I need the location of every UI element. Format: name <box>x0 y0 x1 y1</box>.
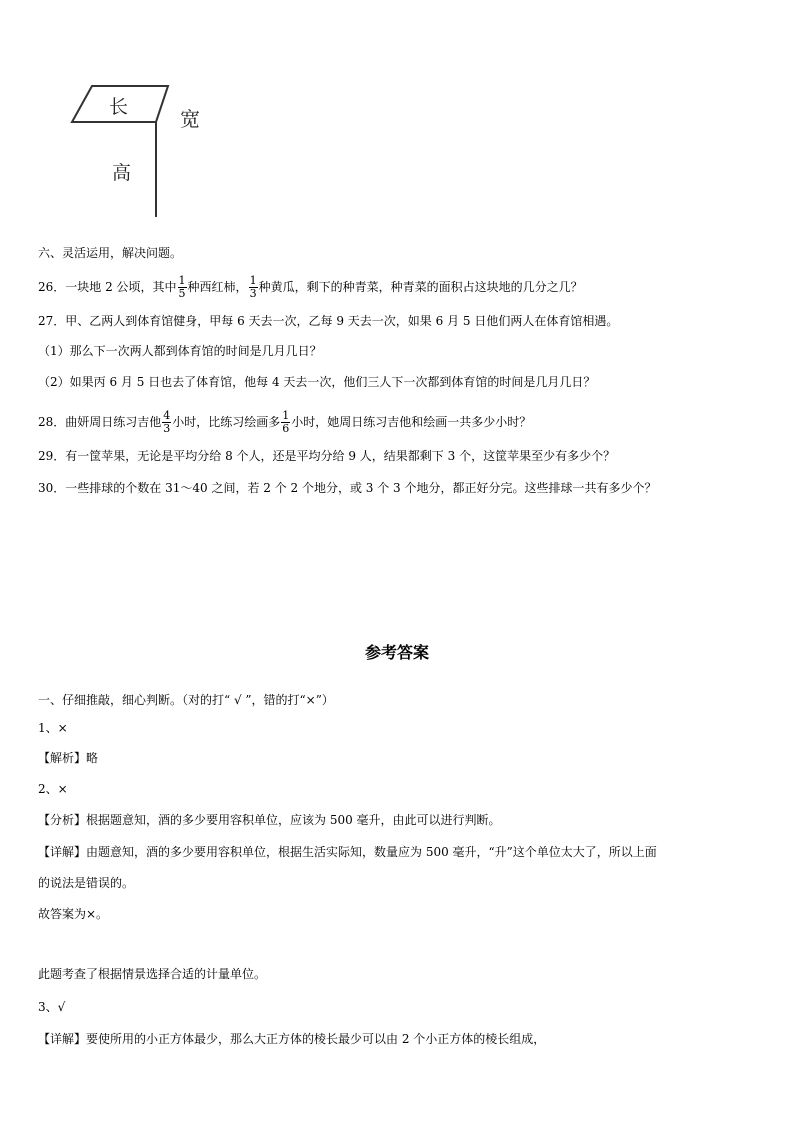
answer-2-analysis: 【分析】根据题意知，酒的多少要用容积单位，应该为 500 毫升，由此可以进行判断。 <box>38 813 501 827</box>
answer-3: 3、√ <box>38 1000 66 1014</box>
answer-1-analysis: 【解析】略 <box>38 751 99 765</box>
answers-title: 参考答案 <box>364 643 429 662</box>
question-30: 30．一些排球的个数在 31～40 之间，若 2 个 2 个地分，或 3 个 3 个地分，都正好分完。这些排球一共有多少个？ <box>38 481 657 495</box>
question-27-part-2: （2）如果丙 6 月 5 日也去了体育馆，他每 4 天去一次，他们三人下一次都到体育馆的时间是几月几日？ <box>38 375 596 389</box>
section-heading: 六、灵活运用，解决问题。 <box>38 246 183 260</box>
fraction: $\frac{1}{6}$ <box>282 409 290 435</box>
q28-text-mid: 小时，比练习绘画多 <box>172 415 281 429</box>
cuboid-figure <box>0 0 794 230</box>
question-27: 27．甲、乙两人到体育馆健身，甲每 6 天去一次，乙每 9 天去一次，如果 6 月 5 日他们两人在体育馆相遇。 <box>38 314 619 328</box>
question-28 <box>38 410 531 435</box>
question-26 <box>38 275 583 300</box>
width-label: 宽 <box>180 107 200 131</box>
length-label: 长 <box>109 96 129 118</box>
q28-text-pre: 28．曲妍周日练习吉他 <box>38 415 162 429</box>
fraction: $\frac{1}{3}$ <box>249 274 257 300</box>
answer-1: 1、× <box>38 721 68 735</box>
q26-text-mid: 种西红柿， <box>187 280 248 294</box>
q26-text-pre: 26．一块地 2 公顷，其中 <box>38 280 177 294</box>
answer-2-detail-line-2: 的说法是错误的。 <box>38 876 135 890</box>
answer-2-detail-line-1: 【详解】由题意知，酒的多少要用容积单位，根据生活实际知，数量应为 500 毫升，“升”这个单位太大了，所以上面 <box>38 845 657 859</box>
answer-2-review: 此题考查了根据情景选择合适的计量单位。 <box>38 967 267 981</box>
fraction: $\frac{4}{3}$ <box>163 409 171 435</box>
answer-2-conclusion: 故答案为×。 <box>38 907 109 921</box>
height-label: 高 <box>112 162 132 184</box>
fraction: $\frac{1}{5}$ <box>178 274 186 300</box>
answers-section-heading: 一、仔细推敲，细心判断。（对的打“ √ ”，错的打“×”） <box>38 693 334 707</box>
q26-text-post: 种黄瓜，剩下的种青菜，种青菜的面积占这块地的几分之几？ <box>258 280 583 294</box>
q28-text-post: 小时，她周日练习吉他和绘画一共多少小时？ <box>291 415 532 429</box>
question-27-part-1: （1）那么下一次两人都到体育馆的时间是几月几日？ <box>38 344 322 358</box>
answer-2: 2、× <box>38 782 68 796</box>
question-29: 29．有一筐苹果，无论是平均分给 8 个人，还是平均分给 9 人，结果都剩下 3 个，这筐苹果至少有多少个？ <box>38 449 616 463</box>
answer-3-detail: 【详解】要使所用的小正方体最少，那么大正方体的棱长最少可以由 2 个小正方体的棱长组成， <box>38 1032 546 1046</box>
